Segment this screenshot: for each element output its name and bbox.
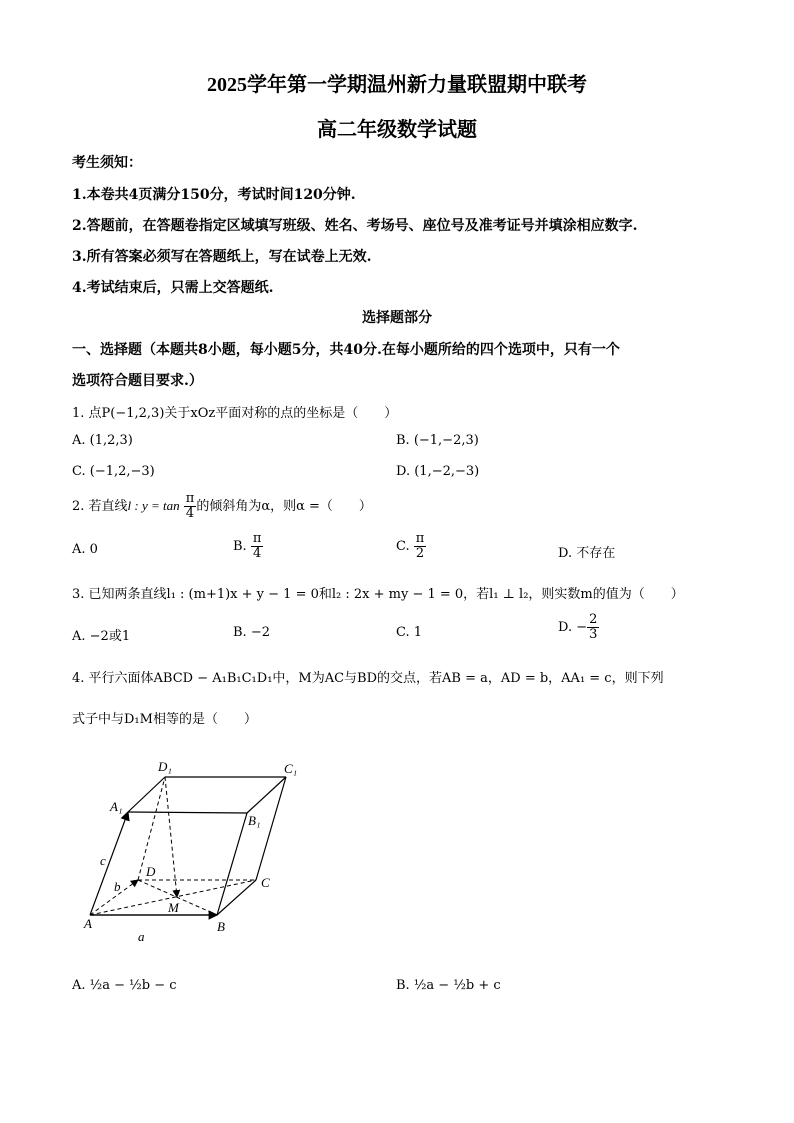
- parallelepiped-figure: [80, 755, 320, 950]
- fraction-denominator: 2: [415, 546, 425, 561]
- question-2-option-a: A. 0: [72, 542, 98, 557]
- option-c-fraction: [414, 532, 427, 561]
- fraction-denominator: 4: [185, 506, 195, 521]
- label-b1: B₁: [248, 813, 261, 828]
- question-3-stem: 3. 已知两条直线l₁ : (m+1)x + y − 1 = 0和l₂ : 2x + my − 1 = 0，若l₁ ⊥ l₂，则实数m的值为（ ）: [72, 587, 684, 602]
- edge-a1d1: [128, 777, 165, 812]
- question-2-stem: [72, 492, 372, 521]
- question-3-option-d: [558, 613, 599, 642]
- label-b-vector: b: [114, 879, 121, 894]
- fraction-denominator: 4: [252, 546, 262, 561]
- edge-bc: [217, 880, 256, 915]
- notice-item-1: 1.本卷共4页满分150分，考试时间120分钟.: [72, 187, 356, 203]
- question-2-stem-pre: 2. 若直线: [72, 499, 128, 514]
- notice-item-2: 2.答题前，在答题卷指定区域填写班级、姓名、考场号、座位号及准考证号并填涂相应数字.: [72, 218, 638, 234]
- fraction-numerator: π: [185, 491, 195, 506]
- question-3-option-a: A. −2或1: [72, 629, 131, 644]
- question-2-option-b: [233, 532, 263, 561]
- section-instruction-1: 一、选择题（本题共8小题，每小题5分，共40分.在每小题所给的四个选项中，只有一个: [72, 342, 620, 358]
- label-c1: C₁: [284, 761, 298, 776]
- label-d: D: [146, 864, 156, 879]
- fraction-numerator: 2: [589, 612, 598, 627]
- label-c-vector: c: [100, 853, 106, 868]
- question-3-option-b: B. −2: [233, 625, 270, 640]
- question-2-option-d: D. 不存在: [558, 546, 616, 561]
- question-4-option-b: B. ½a − ½b + c: [396, 978, 501, 993]
- question-2-stem-post: 的倾斜角为α，则α =（ ）: [196, 499, 372, 514]
- edge-a1b1: [128, 812, 247, 813]
- fraction-numerator: π: [252, 531, 262, 546]
- label-m: M: [168, 900, 179, 915]
- edge-c1c: [256, 777, 286, 880]
- exam-subtitle: 高二年级数学试题: [317, 119, 477, 141]
- notice-item-4: 4.考试结束后，只需上交答题纸.: [72, 280, 274, 296]
- label-a1: A₁: [110, 799, 123, 814]
- question-4-option-a: A. ½a − ½b − c: [72, 978, 177, 993]
- label-a-vector: a: [138, 929, 145, 944]
- option-label: D. −: [558, 620, 588, 635]
- section-title: 选择题部分: [362, 310, 432, 326]
- label-a: A: [84, 916, 92, 931]
- question-4-stem-2: 式子中与D₁M相等的是（ ）: [72, 712, 257, 727]
- question-1-option-d: D. (1,−2,−3): [396, 464, 480, 479]
- label-b: B: [217, 919, 225, 934]
- notice-heading: 考生须知：: [72, 155, 142, 171]
- option-d-fraction: [587, 613, 599, 642]
- question-1-stem: 1. 点P(−1,2,3)关于xOz平面对称的点的坐标是（ ）: [72, 406, 398, 421]
- label-d1: D₁: [158, 759, 172, 774]
- section-instruction-2: 选项符合题目要求.）: [72, 373, 203, 389]
- option-label: C.: [396, 539, 410, 554]
- question-2-fraction: [184, 492, 197, 521]
- question-3-option-c: C. 1: [396, 625, 423, 640]
- question-2-line-eq: l : y = tan: [127, 498, 180, 513]
- question-4-stem-1: 4. 平行六面体ABCD − A₁B₁C₁D₁中，M为AC与BD的交点，若AB = a，AD = b，AA₁ = c，则下列: [72, 671, 664, 686]
- label-c: C: [261, 875, 270, 890]
- question-2-option-c: [396, 532, 426, 561]
- vector-d1m: [165, 777, 177, 897]
- question-1-option-b: B. (−1,−2,3): [396, 433, 479, 448]
- question-1-option-a: A. (1,2,3): [72, 433, 133, 448]
- exam-title: 2025学年第一学期温州新力量联盟期中联考: [207, 74, 587, 96]
- fraction-numerator: π: [415, 531, 425, 546]
- question-1-option-c: C. (−1,2,−3): [72, 464, 155, 479]
- fraction-denominator: 3: [589, 627, 598, 642]
- edge-bb1: [217, 813, 247, 915]
- notice-item-3: 3.所有答案必须写在答题纸上，写在试卷上无效.: [72, 249, 372, 265]
- option-b-fraction: [251, 532, 264, 561]
- option-label: B.: [233, 539, 247, 554]
- vector-c: [90, 812, 128, 915]
